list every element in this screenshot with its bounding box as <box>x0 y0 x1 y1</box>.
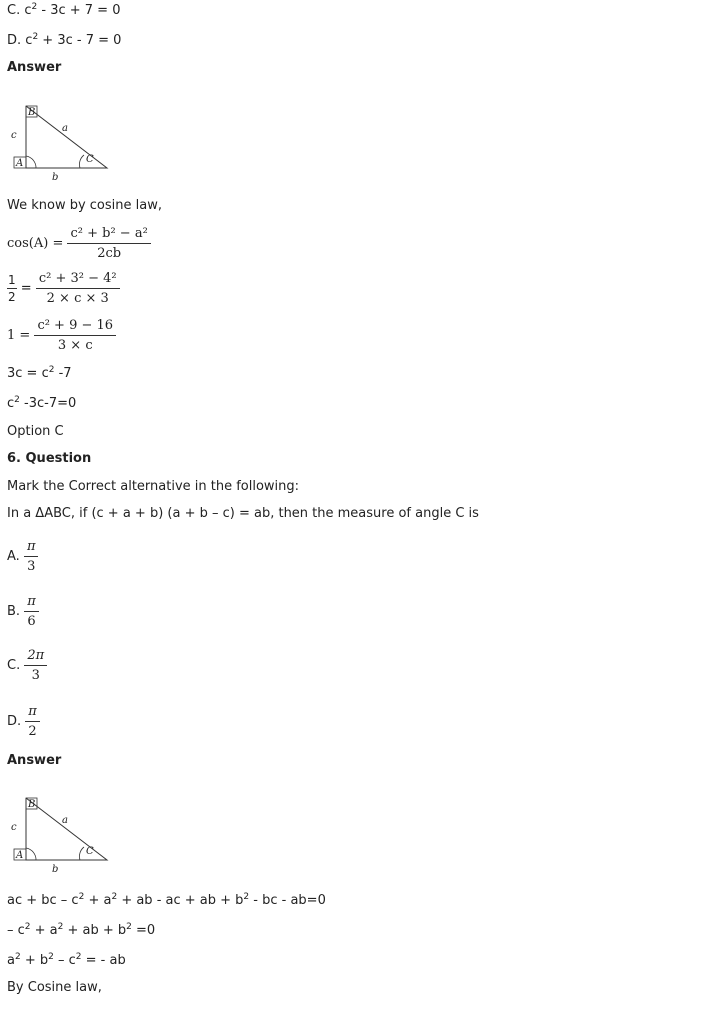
step-3c: $3c = c^2$ -7 <box>7 365 72 381</box>
question-6-prompt: In a ΔABC, if (c + a + b) (a + b – c) = ab, then the measure of angle C is <box>7 506 479 521</box>
triangle-figure-2 <box>8 792 113 877</box>
vertex-a-label: A <box>16 850 24 861</box>
option-c-prev: C. $c^2 - 3c + 7 = 0$ <box>7 2 121 18</box>
option-c[interactable]: C. $\frac{2\pi}{3}$ <box>7 648 47 683</box>
expansion-line-2: – $c^2 + a^2$ + ab + $b^2 =0$ <box>7 922 156 938</box>
vertex-b-label: B <box>28 107 36 118</box>
cosine-law-intro: We know by cosine law, <box>7 198 162 213</box>
expansion-line-1: ac + bc – $c^2 + a^2$ + ab - ac + ab + $b^2$ - bc - ab=0 <box>7 892 326 908</box>
expansion-line-3: $a^2 + b^2 - c^2$ = - ab <box>7 952 126 968</box>
side-b-label: b <box>52 172 59 183</box>
side-c-label: c <box>11 822 17 833</box>
equation-substitute: $\frac{1}{2}$ = $\frac{\text{c² + 3² − 4²}}{2 \times c \times 3}$ <box>7 271 120 306</box>
answer-conclusion: Option C <box>7 424 64 439</box>
side-c-label: c <box>11 130 17 141</box>
side-a-label: a <box>62 123 68 134</box>
triangle-figure-1 <box>8 100 113 185</box>
vertex-a-label: A <box>16 158 24 169</box>
vertex-c-label: C <box>86 154 94 165</box>
question-6-heading: 6. Question <box>7 451 92 466</box>
equation-cosA: cos(A) = $\frac{\text{c² + b² − a²}}{2cb}$ <box>7 226 151 261</box>
side-a-label: a <box>62 815 68 826</box>
step-quadratic: $c^2$ -3c-7=0 <box>7 395 77 411</box>
question-6-instruction: Mark the Correct alternative in the following: <box>7 479 300 494</box>
equation-simplify: 1 = $\frac{\text{c² + 9 − 16}}{3 \times c}$ <box>7 318 116 353</box>
option-b[interactable]: B. $\frac{\pi}{6}$ <box>7 594 39 629</box>
side-b-label: b <box>52 864 59 875</box>
option-d[interactable]: D. $\frac{\pi}{2}$ <box>7 704 40 739</box>
option-d-prev: D. $c^2 + 3c - 7 = 0$ <box>7 32 122 48</box>
cosine-law-line: By Cosine law, <box>7 980 102 995</box>
vertex-b-label: B <box>28 799 36 810</box>
vertex-c-label: C <box>86 846 94 857</box>
option-a[interactable]: A. $\frac{\pi}{3}$ <box>7 539 38 574</box>
answer-heading-1: Answer <box>7 60 62 75</box>
answer-heading-2: Answer <box>7 753 62 768</box>
